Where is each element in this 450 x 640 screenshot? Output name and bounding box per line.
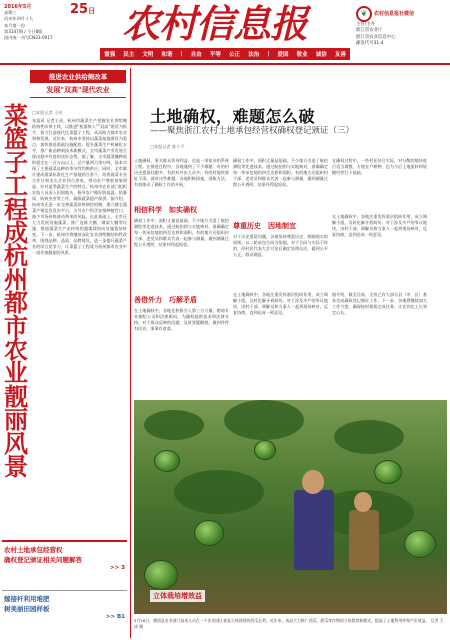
info-line: 本月第一份	[4, 22, 25, 28]
value-word: 自由	[190, 52, 202, 58]
logo-text: 农村信息报社微信	[374, 10, 415, 17]
main-subheadline: ——聚焦浙江农村土地承包经营权确权登记颁证（三）	[150, 126, 355, 136]
left-article-body: 本报讯 记者王成，杭州市蔬菜生产把握农业供给侧结构性改革主线，以推进“机器换人”“双高”建设为抓手，着力打造现代化菜篮子工程，从而助力都市农业和谐发展。近年来，杭州市坚持以蔬菜基地建设为重点，加快推进基础设施配套，提升蔬菜生产机械化水平，推广新品种新技术新模式，全市蔬菜产业发展呈现出稳中有进的良好态势。据了解，全市蔬菜播种面积稳定在一百万亩以上，总产量两百余万吨，基本实现了主要蔬菜品种的季节性均衡供应。同时，全市累计建成蔬菜标准化生产基地两百余个，培育蔬菜专业合作社和龙头企业四百余家，带动农户增收效果明显。针对夏季蔬菜生产的特点，杭州市农业部门组织农技人员深入田间地头，指导农户做好防高温、防暴雨、防病虫害等工作，确保蔬菜稳产保供。据介绍，杭州市还进一步完善蔬菜价格调控机制，建立健全蔬菜产销信息发布平台，引导农户科学安排种植茬口，减少市场价格波动带来的风险。在此基础上，全市还大力发展设施蔬菜，推广连栋大棚、钢架大棚等设施，推进蔬菜生产由传统的露地栽培向设施栽培转变。下一步，杭州市将继续深化农业供给侧结构性改革，围绕品种、品质、品牌建设，进一步提升蔬菜产业的综合竞争力，让菜篮子工程成为杭州都市农业中一道更加靓丽的风景。	[32, 118, 127, 255]
day-number: 25	[70, 2, 89, 17]
article-column	[332, 292, 427, 396]
value-word: 平等	[209, 52, 221, 58]
article-column	[233, 158, 328, 278]
day-suffix: 日	[88, 7, 96, 15]
main-byline: □本报记者 陈小平	[150, 144, 185, 149]
value-word: 敬业	[296, 52, 308, 58]
info-line: 星期三	[4, 10, 17, 16]
newspaper-title: 农村信息报	[122, 1, 308, 46]
left-byline: □本报记者 王成	[32, 110, 63, 115]
news-photo[interactable]	[134, 400, 447, 614]
teaser-box[interactable]	[2, 590, 127, 634]
teaser-title: 嫁接杆利用堆肥	[4, 595, 50, 603]
promo-line-2: 发展"双高"现代农业	[30, 83, 126, 98]
photo-title: 立体栽培增效益	[150, 590, 205, 602]
info-line: 浙江省农业厅	[356, 28, 383, 34]
value-word: 富强	[104, 52, 116, 58]
teaser-page-ref: >> 3	[110, 565, 125, 571]
value-word: 诚信	[315, 52, 327, 58]
info-line: 丙申年四月十九	[4, 16, 34, 22]
publisher-info	[356, 6, 448, 48]
divider: |	[180, 51, 183, 57]
paragraph: 据介绍，截至目前，全省已有大部分县（市、区）基本完成确权登记颁证工作。下一步，各地将继续加大工作力度，确保按时保质完成任务，让农民吃上长效定心丸。	[332, 292, 427, 315]
article-column	[134, 158, 229, 278]
divider: |	[267, 51, 270, 57]
paragraph: 在土地确权中，各地注重发挥基层组织作用，成立调解小组，及时化解矛盾纠纷。对于涉及多户的争议地块，由村干部、调解员和当事人一起到现场核对，反复协商，直到达成一致意见。	[233, 292, 328, 315]
teaser-box[interactable]	[2, 540, 127, 584]
article-column	[332, 158, 427, 278]
paragraph: 在土地确权中，各地还积极引入第三方力量，聘请专业测绘公司和法律顾问，为确权提供技术和法律支持。对于群众反映的问题，及时答疑解惑，做到件件有回音、事事有着落。	[134, 308, 229, 331]
teaser-title: 确权登记颁证相关问题解答	[4, 556, 82, 564]
teaser-title: 树美丽田园样板	[4, 605, 50, 613]
value-word: 文明	[142, 52, 154, 58]
value-word: 爱国	[277, 52, 289, 58]
section-heading: 善借外力 巧解矛盾	[134, 296, 197, 304]
info-line: 第3147期 / 今日8版	[4, 28, 43, 34]
column-divider	[130, 68, 131, 638]
section-heading: 相信科学 如实确权	[134, 206, 197, 214]
leaf-logo-icon: ❦	[356, 6, 372, 22]
header-rule	[0, 63, 450, 65]
article-column	[134, 292, 229, 398]
value-word: 公正	[229, 52, 241, 58]
value-word: 法治	[248, 52, 260, 58]
info-line: 邮发代号31-4	[356, 41, 384, 47]
issue-day	[70, 2, 95, 17]
paragraph: 在土地确权中，各地注重发挥基层组织作用，成立调解小组，及时化解矛盾纠纷。对于涉及多户的争议地块，由村干部、调解员和当事人一起到现场核对，反复协商，直到达成一致意见。	[332, 214, 427, 237]
value-word: 友善	[334, 52, 346, 58]
teaser-page-ref: >> B1	[105, 614, 125, 620]
info-line: 浙江省农业信息中心	[356, 34, 396, 40]
paragraph: 确权工作中，面积丈量是基础。不少地方引进了航拍测绘等先进技术，通过航拍图与实地核对，准确确定每一块承包地的四至边界和面积。有的地方还组织村干部、老党员和群众代表一起参与测量，做到测量过程公开透明，结果经得起检验。	[233, 158, 328, 187]
teaser-title: 农村土地承包经营权	[4, 546, 63, 554]
article-column	[233, 292, 328, 396]
issue-date: 2016年5月	[4, 4, 32, 10]
paragraph: 对于历史遗留问题，各地坚持尊重历史、照顾现实的原则。以二轮承包合同为依据，对于合同与实际不符的，经村民代表大会讨论后确定处理办法，做到公平公正，群众满意。	[233, 234, 328, 257]
section-heading: 尊重历史 因地制宜	[233, 222, 296, 230]
value-word: 和谐	[161, 52, 173, 58]
masthead	[0, 0, 450, 66]
info-line: 主管/主办	[356, 22, 376, 27]
promo-banner[interactable]	[30, 70, 126, 98]
paragraph: 土地确权，事关群众切身利益，也是一项复杂的系统工程。在推进过程中，各地遇到了不少难题：有的村历史遗留问题多，有的村外出人员多，有的村地块界址不清。面对这些难题，各地积极探索，创新方法，有效推动了确权工作的开展。	[134, 158, 229, 187]
vertical-headline[interactable]: 菜篮子工程成杭州都市农业靓丽风景	[4, 101, 28, 482]
value-word: 民主	[123, 52, 135, 58]
info-line: 国内统一刊号CN33-0017	[4, 35, 53, 41]
publisher-logo	[356, 6, 448, 22]
paragraph: 确权工作中，面积丈量是基础。不少地方引进了航拍测绘等先进技术，通过航拍图与实地核对，准确确定每一块承包地的四至边界和面积。有的地方还组织村干部、老党员和群众代表一起参与测量，做到测量过程公开透明，结果经得起检验。	[134, 218, 229, 247]
main-headline[interactable]: 土地确权，难题怎么破	[150, 107, 316, 126]
paragraph: 在确权过程中，一些村还结合实际，对分散的地块进行适当调整，方便农户耕种，也为今后土地流转和规模经营打下基础。	[332, 158, 427, 175]
promo-line-1: 推进农业供给侧改革	[30, 70, 126, 83]
values-bar	[100, 48, 350, 60]
photo-caption: 5月16日，德清县农业部门技术人员在一个农业园区查看立体栽培的西瓜长势。近年来，该县大力推广西瓜、甜瓜等作物的立体栽培新模式，提高了土地利用率和产出效益。 记者 王成 摄	[134, 618, 444, 629]
